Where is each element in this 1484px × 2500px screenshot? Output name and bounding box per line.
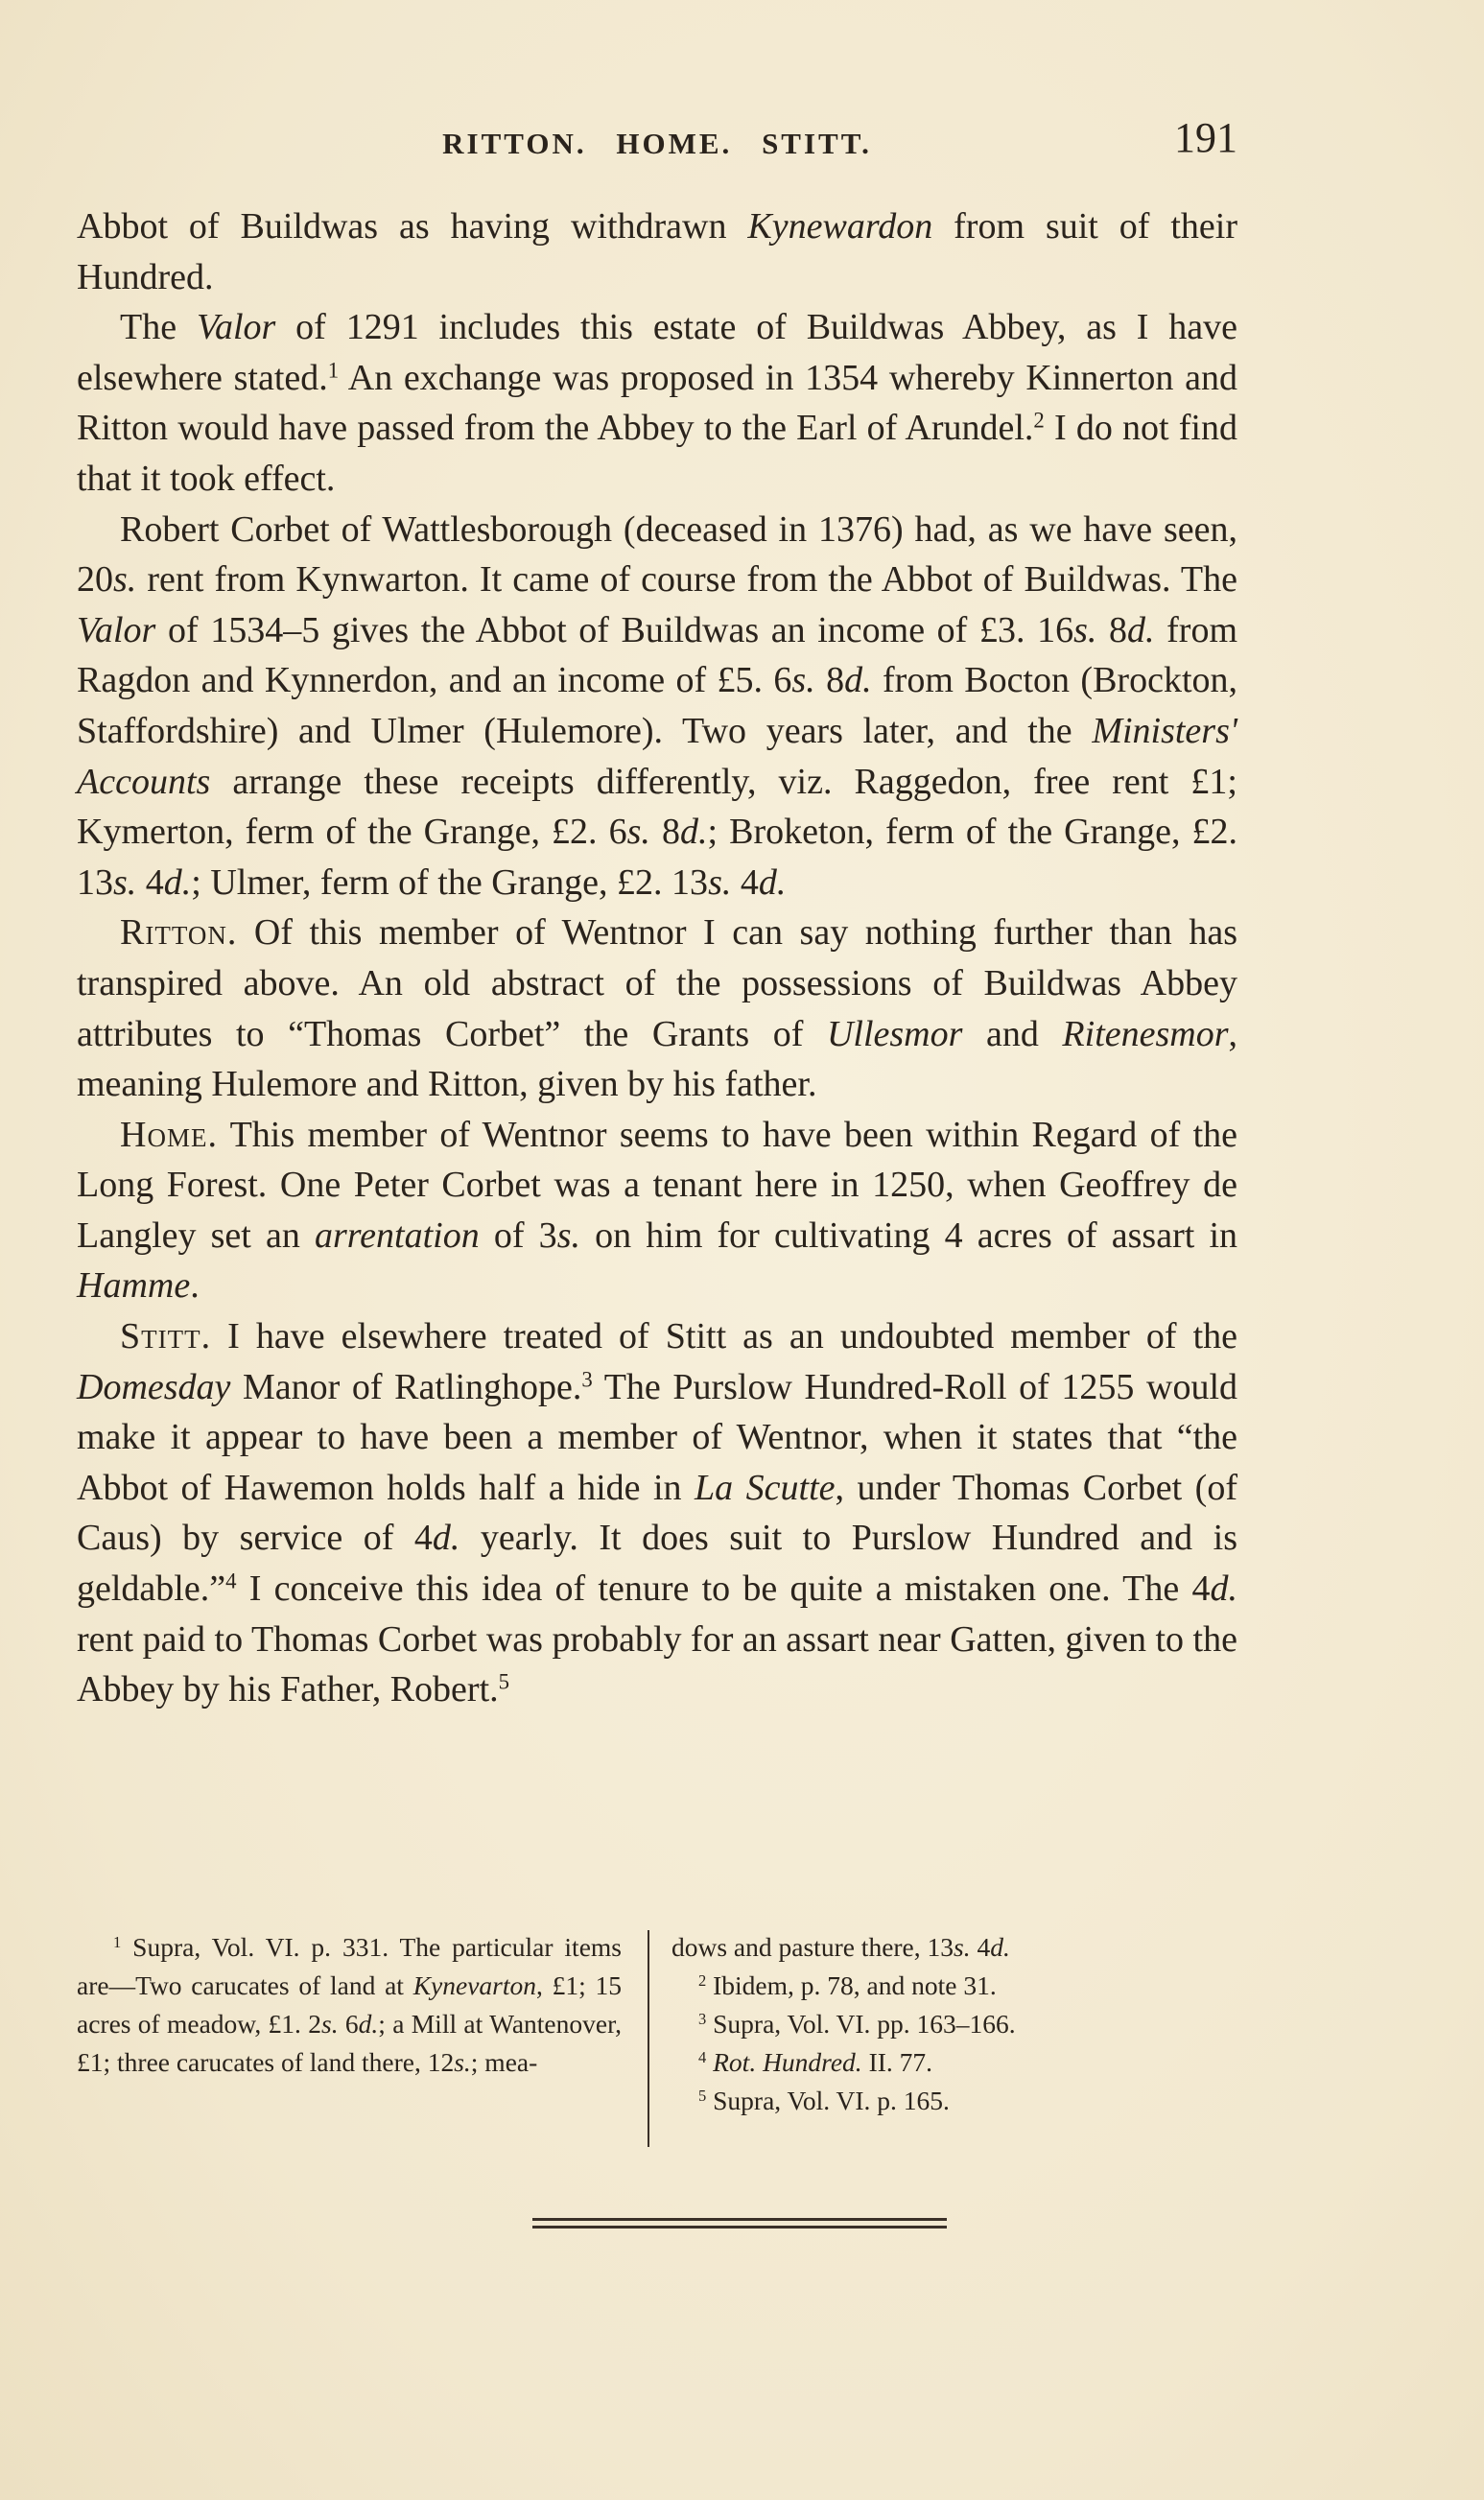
footnote-ref-3: 3	[581, 1367, 593, 1392]
footnote-ref-5: 5	[498, 1669, 510, 1694]
body-text	[77, 201, 1237, 1715]
running-head-ritton: RITTON.	[442, 127, 587, 160]
footnotes	[77, 1928, 1237, 2155]
footnotes-right-column	[671, 1928, 1237, 2120]
footnote-5: $^5$ Supra, Vol. VI. p. 165.	[698, 2086, 950, 2115]
footnote-2: $^2$ Ibidem, p. 78, and note 31.	[698, 1970, 997, 2000]
paragraph-home: Home. This member of Wentnor seems to have been within Regard of the Long Forest. One Peter Corbet was a tenant here in 1250, when Geoffrey de Langley set an arrentation of 3s. on him for cultivating 4 acres of assart in Hamme.	[77, 1114, 1237, 1307]
footnote-3: $^3$ Supra, Vol. VI. pp. 163–166.	[698, 2009, 1016, 2039]
footnote-4: $^4$ Rot. Hundred. II. 77.	[698, 2047, 933, 2077]
footnote-column-divider	[648, 1930, 649, 2147]
section-heading-stitt: Stitt.	[120, 1316, 212, 1357]
paragraph-ritton: Ritton. Of this member of Wentnor I can say nothing further than has transpired above. An old abstract of the possessions of Buildwas Abbey attributes to “Thomas Corbet” the Grants of Ullesmor and Ritenesmor, meaning Hulemore and Ritton, given by his father.	[77, 912, 1237, 1105]
page-header	[77, 113, 1237, 171]
page-number: 191	[1174, 114, 1237, 161]
paragraph-2: The Valor of 1291 includes this estate of Buildwas Abbey, as I have elsewhere stated.$^1$ An exchange was proposed in 1354 whereby Kinnerton and Ritton would have passed from the Abbey to the Earl of Arundel.$^2$ I do not find that it took effect.	[77, 307, 1238, 499]
paragraph-stitt: Stitt. I have elsewhere treated of Stitt as an undoubted member of the Domesday Manor of Ratlinghope.$^3$ The Purslow Hundred-Roll of 1255 would make it appear to have been a member of Wentnor, when it states that “the Abbot of Hawemon holds half a hide in La Scutte, under Thomas Corbet (of Caus) by service of 4d. yearly. It does suit to Purslow Hundred and is geldable.”$^4$ I conceive this idea of tenure to be quite a mistaken one. The 4d. rent paid to Thomas Corbet was probably for an assart near Gatten, given to the Abbey by his Father, Robert.$^5$	[77, 1316, 1238, 1710]
paragraph-1: Abbot of Buildwas as having withdrawn Kynewardon from suit of their Hundred.	[77, 206, 1238, 297]
footnote-ref-1: 1	[327, 358, 340, 383]
footnote-1-continued: dows and pasture there, 13s. 4d.	[671, 1932, 1010, 1962]
running-head-home: HOME.	[616, 127, 733, 160]
paragraph-3: Robert Corbet of Wattlesborough (deceased in 1376) had, as we have seen, 20s. rent from Kynwarton. It came of course from the Abbot of Buildwas. The Valor of 1534–5 gives the Abbot of Buildwas an income of £3. 16s. 8d. from Ragdon and Kynnerdon, and an income of £5. 6s. 8d. from Bocton (Brockton, Staffordshire) and Ulmer (Hulemore). Two years later, and the Ministers' Accounts arrange these receipts differently, viz. Raggedon, free rent £1; Kymerton, ferm of the Grange, £2. 6s. 8d.; Broketon, ferm of the Grange, £2. 13s. 4d.; Ulmer, ferm of the Grange, £2. 13s. 4d.	[77, 508, 1238, 903]
section-heading-ritton: Ritton.	[120, 912, 238, 954]
running-head	[77, 127, 1237, 161]
section-heading-home: Home.	[120, 1114, 218, 1155]
running-head-stitt: STITT.	[762, 127, 872, 160]
footnote-1: $^1$ Supra, Vol. VI. p. 331. The particular items are—Two carucates of land at Kynevarton, £1; 15 acres of meadow, £1. 2s. 6d.; a Mill at Wantenover, £1; three carucates of land there, 12s.; mea-	[77, 1932, 623, 2077]
bottom-rule-bottom	[532, 2226, 947, 2229]
bottom-rule-top	[532, 2218, 947, 2221]
footnote-ref-4: 4	[225, 1568, 237, 1593]
footnote-ref-2: 2	[1033, 408, 1045, 433]
